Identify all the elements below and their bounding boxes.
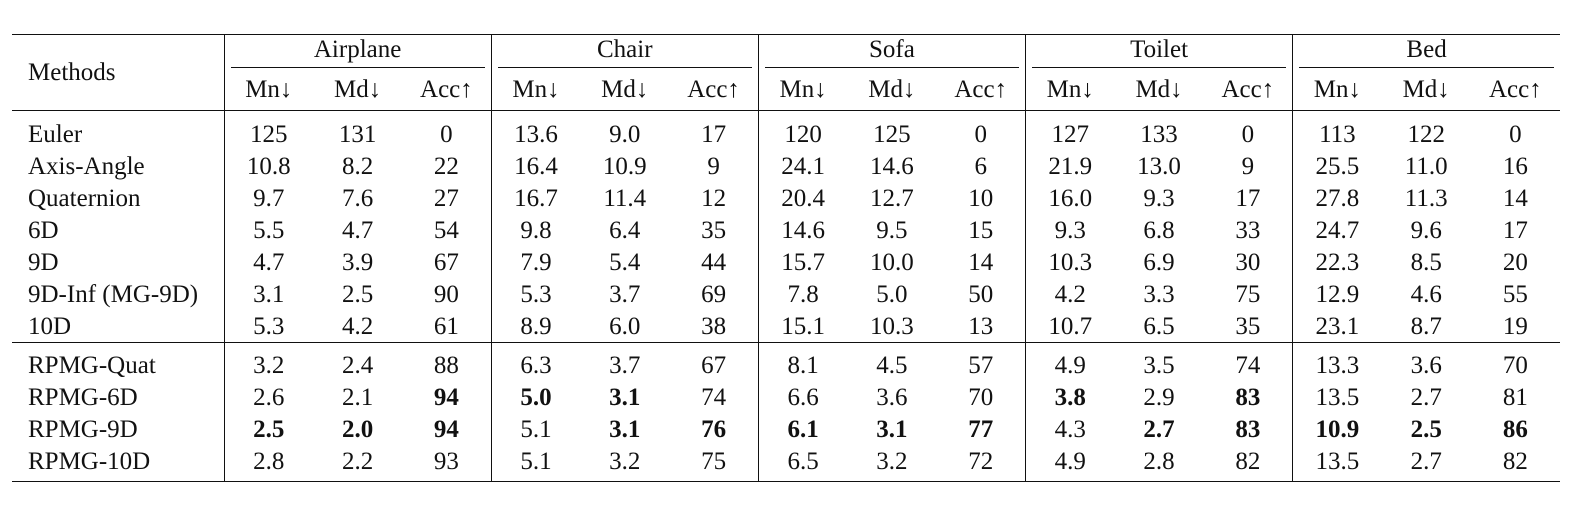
table-row: [12, 381, 1560, 413]
table-cell: 16.0: [1025, 182, 1114, 214]
table-row: [12, 278, 1560, 310]
table-cell: 3.2: [580, 445, 669, 482]
table-cell: 2.5: [1410, 415, 1442, 443]
table-row: [12, 343, 1560, 382]
table-cell: 35: [701, 216, 727, 244]
table-cell: 35: [1235, 312, 1261, 340]
table-cell: 15.1: [758, 310, 847, 343]
table-cell: 67: [433, 248, 459, 276]
method-name: Axis-Angle: [28, 152, 145, 180]
table-cell: 10.3: [1025, 246, 1114, 278]
table-cell: 81: [1502, 383, 1528, 411]
table-cell: 125: [224, 111, 313, 151]
table-cell: 4.9: [1025, 445, 1114, 482]
table-cell: 3.7: [609, 280, 641, 308]
table-cell: 12.9: [1293, 278, 1382, 310]
table-cell: 74: [1204, 343, 1293, 382]
metric-header-md: Md↓: [313, 68, 402, 111]
table-cell: 8.5: [1410, 248, 1442, 276]
table-cell: 5.0: [491, 381, 580, 413]
table-cell: 120: [758, 111, 847, 151]
table-cell: 44: [701, 248, 727, 276]
method-name: RPMG-10D: [12, 445, 224, 482]
table-cell: 22: [433, 152, 459, 180]
table-cell: 4.6: [1410, 280, 1442, 308]
table-cell: 74: [701, 383, 727, 411]
table-cell: 83: [1235, 415, 1261, 443]
table-cell: 38: [701, 312, 727, 340]
method-name: RPMG-Quat: [12, 343, 224, 382]
table-cell: 16.7: [491, 182, 580, 214]
metric-header-mn: Mn↓: [1293, 68, 1382, 111]
methods-header: Methods: [12, 34, 224, 111]
table-cell: 33: [1235, 216, 1261, 244]
table-cell: 5.0: [876, 280, 908, 308]
table-cell: 2.9: [1143, 383, 1175, 411]
metric-header-mn: Mn↓: [224, 68, 313, 111]
table-cell: 11.0: [1404, 152, 1448, 180]
method-name: Euler: [28, 120, 83, 148]
metric-header-md: Md↓: [580, 68, 669, 111]
table-cell: 9.5: [876, 216, 908, 244]
method-name: 9D: [28, 248, 59, 276]
group-header-sofa: Sofa: [758, 34, 1025, 68]
table-cell: 3.5: [1115, 343, 1204, 382]
table-cell: 50: [968, 280, 994, 308]
table-cell: 93: [402, 445, 491, 482]
table-cell: 2.0: [341, 415, 374, 443]
table-cell: 83: [1235, 383, 1261, 411]
table-cell: 2.5: [224, 413, 313, 445]
table-cell: 86: [1502, 415, 1528, 443]
table-cell: 20.4: [758, 182, 847, 214]
method-name: RPMG-9D: [28, 415, 138, 443]
table-cell: 4.2: [341, 312, 374, 340]
table-cell: 9.0: [609, 120, 641, 148]
table-cell: 3.2: [224, 343, 313, 382]
metric-header-acc: Acc↑: [669, 68, 758, 111]
table-cell: 27.8: [1293, 182, 1382, 214]
table-cell: 7.9: [491, 246, 580, 278]
results-body: [12, 111, 1560, 482]
method-name: 6D: [28, 216, 59, 244]
table-cell: 6.5: [1143, 312, 1175, 340]
table-cell: 9: [1241, 152, 1255, 180]
table-cell: 8.7: [1410, 312, 1442, 340]
table-cell: 10.9: [1293, 413, 1382, 445]
table-cell: 13.3: [1293, 343, 1382, 382]
table-cell: 3.7: [580, 343, 669, 382]
table-cell: 122: [1407, 120, 1445, 148]
metric-header-md: Md↓: [1115, 68, 1204, 111]
table-cell: 10.0: [870, 248, 914, 276]
table-cell: 3.3: [1143, 280, 1175, 308]
table-cell: 8.1: [758, 343, 847, 382]
table-cell: 113: [1293, 111, 1382, 151]
metric-header-acc: Acc↑: [1204, 68, 1293, 111]
table-cell: 7.6: [341, 184, 374, 212]
table-cell: 2.8: [224, 445, 313, 482]
table-cell: 13.5: [1293, 445, 1382, 482]
results-table: [12, 34, 1560, 482]
group-header-toilet: Toilet: [1025, 34, 1292, 68]
metric-header-acc: Acc↑: [936, 68, 1025, 111]
table-cell: 20: [1502, 248, 1528, 276]
table-cell: 9.7: [224, 182, 313, 214]
table-cell: 0: [974, 120, 987, 148]
metric-header-mn: Mn↓: [491, 68, 580, 111]
table-cell: 94: [433, 415, 459, 443]
metric-header-md: Md↓: [847, 68, 936, 111]
table-row: [12, 246, 1560, 278]
table-cell: 3.1: [224, 278, 313, 310]
table-cell: 5.1: [491, 445, 580, 482]
table-cell: 55: [1502, 280, 1528, 308]
table-cell: 6.9: [1143, 248, 1175, 276]
table-cell: 6.3: [491, 343, 580, 382]
table-cell: 3.6: [1382, 343, 1471, 382]
table-cell: 3.6: [876, 383, 908, 411]
table-cell: 14: [968, 248, 994, 276]
table-cell: 2.8: [1115, 445, 1204, 482]
table-cell: 5.4: [609, 248, 641, 276]
table-cell: 25.5: [1293, 150, 1382, 182]
table-cell: 14: [1502, 184, 1528, 212]
table-cell: 4.3: [1025, 413, 1114, 445]
table-cell: 67: [669, 343, 758, 382]
table-cell: 82: [1471, 445, 1560, 482]
table-cell: 2.7: [1143, 415, 1175, 443]
table-cell: 6.4: [609, 216, 641, 244]
table-row: [12, 214, 1560, 246]
table-cell: 16.4: [491, 150, 580, 182]
table-cell: 90: [433, 280, 459, 308]
table-cell: 5.3: [491, 278, 580, 310]
table-cell: 14.6: [758, 214, 847, 246]
table-cell: 0: [440, 120, 453, 148]
method-name: 9D-Inf (MG-9D): [28, 280, 199, 308]
table-cell: 13.5: [1293, 381, 1382, 413]
table-cell: 8.2: [341, 152, 374, 180]
table-cell: 24.7: [1293, 214, 1382, 246]
table-cell: 9.3: [1025, 214, 1114, 246]
table-cell: 10.9: [602, 152, 647, 180]
table-cell: 75: [669, 445, 758, 482]
table-cell: 4.9: [1025, 343, 1114, 382]
group-header-chair: Chair: [491, 34, 758, 68]
table-cell: 127: [1025, 111, 1114, 151]
table-cell: 11.4: [603, 184, 647, 212]
table-cell: 75: [1235, 280, 1261, 308]
metric-header-mn: Mn↓: [1025, 68, 1114, 111]
group-header-row: [12, 34, 1560, 68]
table-cell: 6.6: [758, 381, 847, 413]
table-cell: 61: [433, 312, 459, 340]
top-rule: [12, 34, 1560, 36]
metric-header-acc: Acc↑: [402, 68, 491, 111]
table-cell: 3.2: [847, 445, 936, 482]
table-row: [12, 445, 1560, 482]
table-cell: 3.1: [609, 415, 641, 443]
table-cell: 88: [402, 343, 491, 382]
group-header-airplane: Airplane: [224, 34, 491, 68]
table-cell: 14.6: [870, 152, 914, 180]
table-row: [12, 413, 1560, 445]
table-cell: 17: [1502, 216, 1528, 244]
table-cell: 0: [1241, 120, 1255, 148]
table-cell: 6.8: [1143, 216, 1175, 244]
table-row: [12, 111, 1560, 151]
table-cell: 9.8: [491, 214, 580, 246]
table-cell: 12.7: [870, 184, 914, 212]
method-name: 10D: [28, 312, 72, 340]
table-cell: 2.4: [313, 343, 402, 382]
method-name: RPMG-6D: [28, 383, 138, 411]
table-cell: 13.0: [1137, 152, 1181, 180]
table-cell: 125: [873, 120, 911, 148]
table-cell: 0: [1509, 120, 1522, 148]
table-cell: 4.7: [341, 216, 374, 244]
table-cell: 4.2: [1025, 278, 1114, 310]
group-header-bed: Bed: [1293, 34, 1560, 68]
table-cell: 11.3: [1404, 184, 1448, 212]
table-cell: 2.1: [341, 383, 374, 411]
table-cell: 76: [701, 415, 727, 443]
table-row: [12, 310, 1560, 343]
table-cell: 12: [701, 184, 727, 212]
table-cell: 3.1: [609, 383, 641, 411]
table-cell: 7.8: [758, 278, 847, 310]
table-cell: 15: [968, 216, 994, 244]
table-cell: 2.6: [224, 381, 313, 413]
table-cell: 6: [974, 152, 987, 180]
table-cell: 10.3: [870, 312, 914, 340]
table-cell: 9: [707, 152, 720, 180]
table-cell: 21.9: [1025, 150, 1114, 182]
table-cell: 23.1: [1293, 310, 1382, 343]
table-cell: 3.9: [341, 248, 374, 276]
table-cell: 9.6: [1410, 216, 1442, 244]
table-cell: 13.6: [491, 111, 580, 151]
table-cell: 3.8: [1025, 381, 1114, 413]
table-cell: 10: [968, 184, 994, 212]
table-cell: 131: [338, 120, 377, 148]
table-cell: 70: [1471, 343, 1560, 382]
table-cell: 5.1: [491, 413, 580, 445]
metric-header-acc: Acc↑: [1471, 68, 1560, 111]
table-cell: 9.3: [1143, 184, 1175, 212]
table-cell: 77: [968, 415, 994, 443]
table-cell: 6.0: [609, 312, 641, 340]
table-cell: 82: [1204, 445, 1293, 482]
table-cell: 2.5: [341, 280, 374, 308]
table-cell: 30: [1235, 248, 1261, 276]
table-cell: 8.9: [491, 310, 580, 343]
table-cell: 5.3: [224, 310, 313, 343]
table-cell: 2.7: [1410, 383, 1442, 411]
table-cell: 3.1: [876, 415, 908, 443]
table-cell: 5.5: [224, 214, 313, 246]
table-cell: 27: [433, 184, 459, 212]
table-cell: 2.2: [313, 445, 402, 482]
table-cell: 72: [936, 445, 1025, 482]
table-cell: 10.8: [224, 150, 313, 182]
table-cell: 4.5: [847, 343, 936, 382]
table-cell: 4.7: [224, 246, 313, 278]
table-cell: 17: [701, 120, 727, 148]
table-cell: 94: [433, 383, 459, 411]
table-cell: 54: [433, 216, 459, 244]
table-cell: 16: [1502, 152, 1528, 180]
table-cell: 6.5: [758, 445, 847, 482]
table-cell: 24.1: [758, 150, 847, 182]
metric-header-md: Md↓: [1382, 68, 1471, 111]
table-cell: 15.7: [758, 246, 847, 278]
table-cell: 6.1: [758, 413, 847, 445]
metric-header-row: [12, 68, 1560, 111]
table-cell: 10.7: [1025, 310, 1114, 343]
table-cell: 57: [936, 343, 1025, 382]
table-row: [12, 182, 1560, 214]
table-cell: 69: [701, 280, 727, 308]
table-cell: 17: [1235, 184, 1261, 212]
table-cell: 19: [1502, 312, 1528, 340]
table-cell: 13: [968, 312, 994, 340]
table-cell: 133: [1140, 120, 1178, 148]
table-row: [12, 150, 1560, 182]
table-cell: 70: [968, 383, 994, 411]
metric-header-mn: Mn↓: [758, 68, 847, 111]
method-name: Quaternion: [28, 184, 141, 212]
table-cell: 22.3: [1293, 246, 1382, 278]
table-cell: 2.7: [1382, 445, 1471, 482]
